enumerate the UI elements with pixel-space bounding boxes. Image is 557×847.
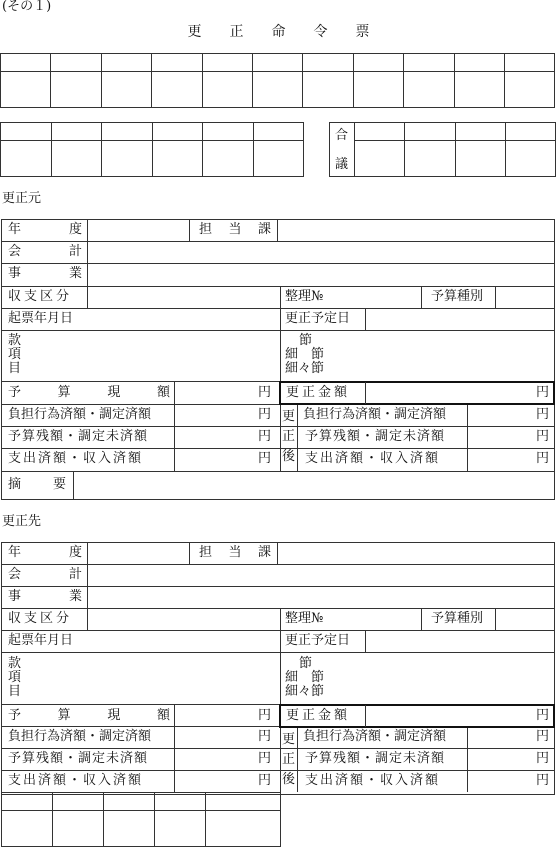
label-tekiyo-2: 要 <box>52 477 66 492</box>
label-saisetsu: 細 節 <box>285 670 325 685</box>
stamp-cell[interactable] <box>152 141 203 177</box>
stamp-grid-bottom <box>1 792 281 847</box>
yen-unit: 円 <box>258 385 272 400</box>
label-kosei-yotei: 更正予定日 <box>285 633 351 648</box>
page-title: 更 正 命 令 票 <box>187 24 370 40</box>
stamp-grid-left <box>0 122 304 177</box>
stamp-cell[interactable] <box>53 793 104 811</box>
yen-unit: 円 <box>258 729 272 744</box>
stamp-cell[interactable] <box>353 54 403 72</box>
stamp-cell[interactable] <box>152 72 202 108</box>
label-kaikei-1: 会 <box>8 244 22 259</box>
label-yosan-4: 額 <box>156 708 170 723</box>
label-shushi: 収支区分 <box>8 289 73 304</box>
label-tanto-2: 当 <box>228 222 242 237</box>
label-kosei-kingaku: 更正金額 <box>286 385 351 400</box>
label-yosan-2: 算 <box>57 708 71 723</box>
label-yosan-shubetsu: 予算種別 <box>431 289 484 304</box>
label-nendo-1: 年 <box>8 545 22 560</box>
label-kosei-go-3: 後 <box>282 449 296 464</box>
stamp-cell[interactable] <box>252 54 302 72</box>
label-yosan-1: 予 <box>8 708 22 723</box>
stamp-cell[interactable] <box>253 123 304 141</box>
label-tanto-1: 担 <box>199 222 213 237</box>
stamp-cell[interactable] <box>2 793 53 811</box>
label-shishutsu-after: 支出済額・収入済額 <box>305 773 441 788</box>
label-yosan-shubetsu: 予算種別 <box>431 611 484 626</box>
section-heading-before: 更正元 <box>2 191 42 206</box>
stamp-cell[interactable] <box>203 123 254 141</box>
label-ko: 項 <box>8 347 22 362</box>
label-tanto-2: 当 <box>228 545 242 560</box>
label-setsu: 節 <box>299 333 313 348</box>
label-yosan-3: 現 <box>107 708 121 723</box>
label-futan: 負担行為済額・調定済額 <box>8 729 152 744</box>
stamp-cell[interactable] <box>1 123 52 141</box>
yen-unit: 円 <box>536 708 550 723</box>
stamp-cell[interactable] <box>152 123 203 141</box>
yen-unit: 円 <box>536 385 550 400</box>
yen-unit: 円 <box>536 751 550 766</box>
gogi-cell[interactable] <box>355 141 405 177</box>
yen-unit: 円 <box>258 407 272 422</box>
label-kosei-go-2: 正 <box>282 429 296 444</box>
stamp-cell[interactable] <box>104 811 155 847</box>
yen-unit: 円 <box>258 429 272 444</box>
label-kosei-go-1: 更 <box>282 409 296 424</box>
label-zangaku-after: 予算残額・調定未済額 <box>305 429 446 444</box>
label-moku: 目 <box>8 684 22 699</box>
label-kosei-kingaku: 更正金額 <box>286 708 351 723</box>
stamp-cell[interactable] <box>152 54 202 72</box>
stamp-cell[interactable] <box>303 72 353 108</box>
label-yosan-4: 額 <box>156 385 170 400</box>
stamp-cell[interactable] <box>252 72 302 108</box>
label-futan: 負担行為済額・調定済額 <box>8 407 152 422</box>
label-yosan-1: 予 <box>8 385 22 400</box>
label-kosei-yotei: 更正予定日 <box>285 311 351 326</box>
stamp-cell[interactable] <box>202 54 252 72</box>
label-tanto-3: 課 <box>257 545 271 560</box>
label-kan: 款 <box>8 656 22 671</box>
label-kosei-go-2: 正 <box>282 752 296 767</box>
gogi-cell[interactable] <box>355 123 405 141</box>
stamp-cell[interactable] <box>202 72 252 108</box>
label-saisetsu: 細 節 <box>285 347 325 362</box>
label-moku: 目 <box>8 361 22 376</box>
section-heading-after: 更正先 <box>2 514 42 529</box>
label-kaikei-2: 計 <box>68 567 82 582</box>
label-futan-after: 負担行為済額・調定済額 <box>303 407 447 422</box>
label-futan-after: 負担行為済額・調定済額 <box>303 729 447 744</box>
yen-unit: 円 <box>258 708 272 723</box>
stamp-cell[interactable] <box>51 72 101 108</box>
label-kan: 款 <box>8 333 22 348</box>
page-number: (その１) <box>2 0 52 14</box>
stamp-cell[interactable] <box>454 54 504 72</box>
label-kosei-go-1: 更 <box>282 732 296 747</box>
label-saisaisetsu: 細々節 <box>285 684 325 699</box>
stamp-cell[interactable] <box>102 141 153 177</box>
stamp-cell[interactable] <box>404 54 454 72</box>
stamp-cell[interactable] <box>203 141 254 177</box>
stamp-cell[interactable] <box>104 793 155 811</box>
label-yosan-2: 算 <box>57 385 71 400</box>
stamp-cell[interactable] <box>102 123 153 141</box>
label-kaikei-2: 計 <box>68 244 82 259</box>
gogi-cell[interactable] <box>405 141 455 177</box>
label-yosan-3: 現 <box>107 385 121 400</box>
gogi-cell[interactable] <box>505 141 555 177</box>
stamp-cell[interactable] <box>253 141 304 177</box>
label-tanto-1: 担 <box>199 545 213 560</box>
gogi-cell[interactable] <box>505 123 555 141</box>
stamp-cell[interactable] <box>206 793 281 811</box>
stamp-cell[interactable] <box>1 54 51 72</box>
gogi-label-1: 合 <box>335 128 349 143</box>
stamp-cell[interactable] <box>353 72 403 108</box>
stamp-cell[interactable] <box>504 54 554 72</box>
label-nendo-2: 度 <box>68 222 82 237</box>
yen-unit: 円 <box>536 429 550 444</box>
stamp-cell[interactable] <box>155 811 206 847</box>
label-saisaisetsu: 細々節 <box>285 361 325 376</box>
yen-unit: 円 <box>536 729 550 744</box>
stamp-cell[interactable] <box>155 793 206 811</box>
yen-unit: 円 <box>258 773 272 788</box>
yen-unit: 円 <box>536 773 550 788</box>
label-seiri: 整理№ <box>285 289 324 304</box>
label-seiri: 整理№ <box>285 611 324 626</box>
stamp-cell[interactable] <box>206 811 281 847</box>
stamp-grid-top <box>0 53 555 108</box>
stamp-cell[interactable] <box>404 72 454 108</box>
label-tanto-3: 課 <box>257 222 271 237</box>
label-nendo-1: 年 <box>8 222 22 237</box>
stamp-cell[interactable] <box>454 72 504 108</box>
stamp-cell[interactable] <box>53 811 104 847</box>
label-kihyo: 起票年月日 <box>8 311 74 326</box>
gogi-cell[interactable] <box>455 123 505 141</box>
stamp-cell[interactable] <box>101 72 151 108</box>
label-jigyo-1: 事 <box>8 266 22 281</box>
yen-unit: 円 <box>536 407 550 422</box>
label-shishutsu: 支出済額・収入済額 <box>8 773 144 788</box>
label-shushi: 収支区分 <box>8 611 73 626</box>
stamp-cell[interactable] <box>101 54 151 72</box>
label-tekiyo-1: 摘 <box>8 477 22 492</box>
stamp-cell[interactable] <box>51 141 102 177</box>
label-ko: 項 <box>8 670 22 685</box>
label-jigyo-1: 事 <box>8 589 22 604</box>
label-zangaku: 予算残額・調定未済額 <box>8 429 149 444</box>
label-shishutsu: 支出済額・収入済額 <box>8 451 144 466</box>
label-jigyo-2: 業 <box>68 266 82 281</box>
yen-unit: 円 <box>536 451 550 466</box>
stamp-cell[interactable] <box>504 72 554 108</box>
gogi-cell[interactable] <box>405 123 455 141</box>
label-kaikei-1: 会 <box>8 567 22 582</box>
gogi-grid <box>354 122 556 177</box>
label-nendo-2: 度 <box>68 545 82 560</box>
label-jigyo-2: 業 <box>68 589 82 604</box>
stamp-cell[interactable] <box>1 141 52 177</box>
gogi-label-2: 議 <box>335 157 349 172</box>
stamp-cell[interactable] <box>51 123 102 141</box>
yen-unit: 円 <box>258 451 272 466</box>
label-setsu: 節 <box>299 656 313 671</box>
yen-unit: 円 <box>258 751 272 766</box>
stamp-cell[interactable] <box>303 54 353 72</box>
label-kosei-go-3: 後 <box>282 772 296 787</box>
label-shishutsu-after: 支出済額・収入済額 <box>305 451 441 466</box>
gogi-cell[interactable] <box>455 141 505 177</box>
stamp-cell[interactable] <box>1 72 51 108</box>
label-kihyo: 起票年月日 <box>8 633 74 648</box>
stamp-cell[interactable] <box>2 811 53 847</box>
stamp-cell[interactable] <box>51 54 101 72</box>
label-zangaku: 予算残額・調定未済額 <box>8 751 149 766</box>
label-zangaku-after: 予算残額・調定未済額 <box>305 751 446 766</box>
